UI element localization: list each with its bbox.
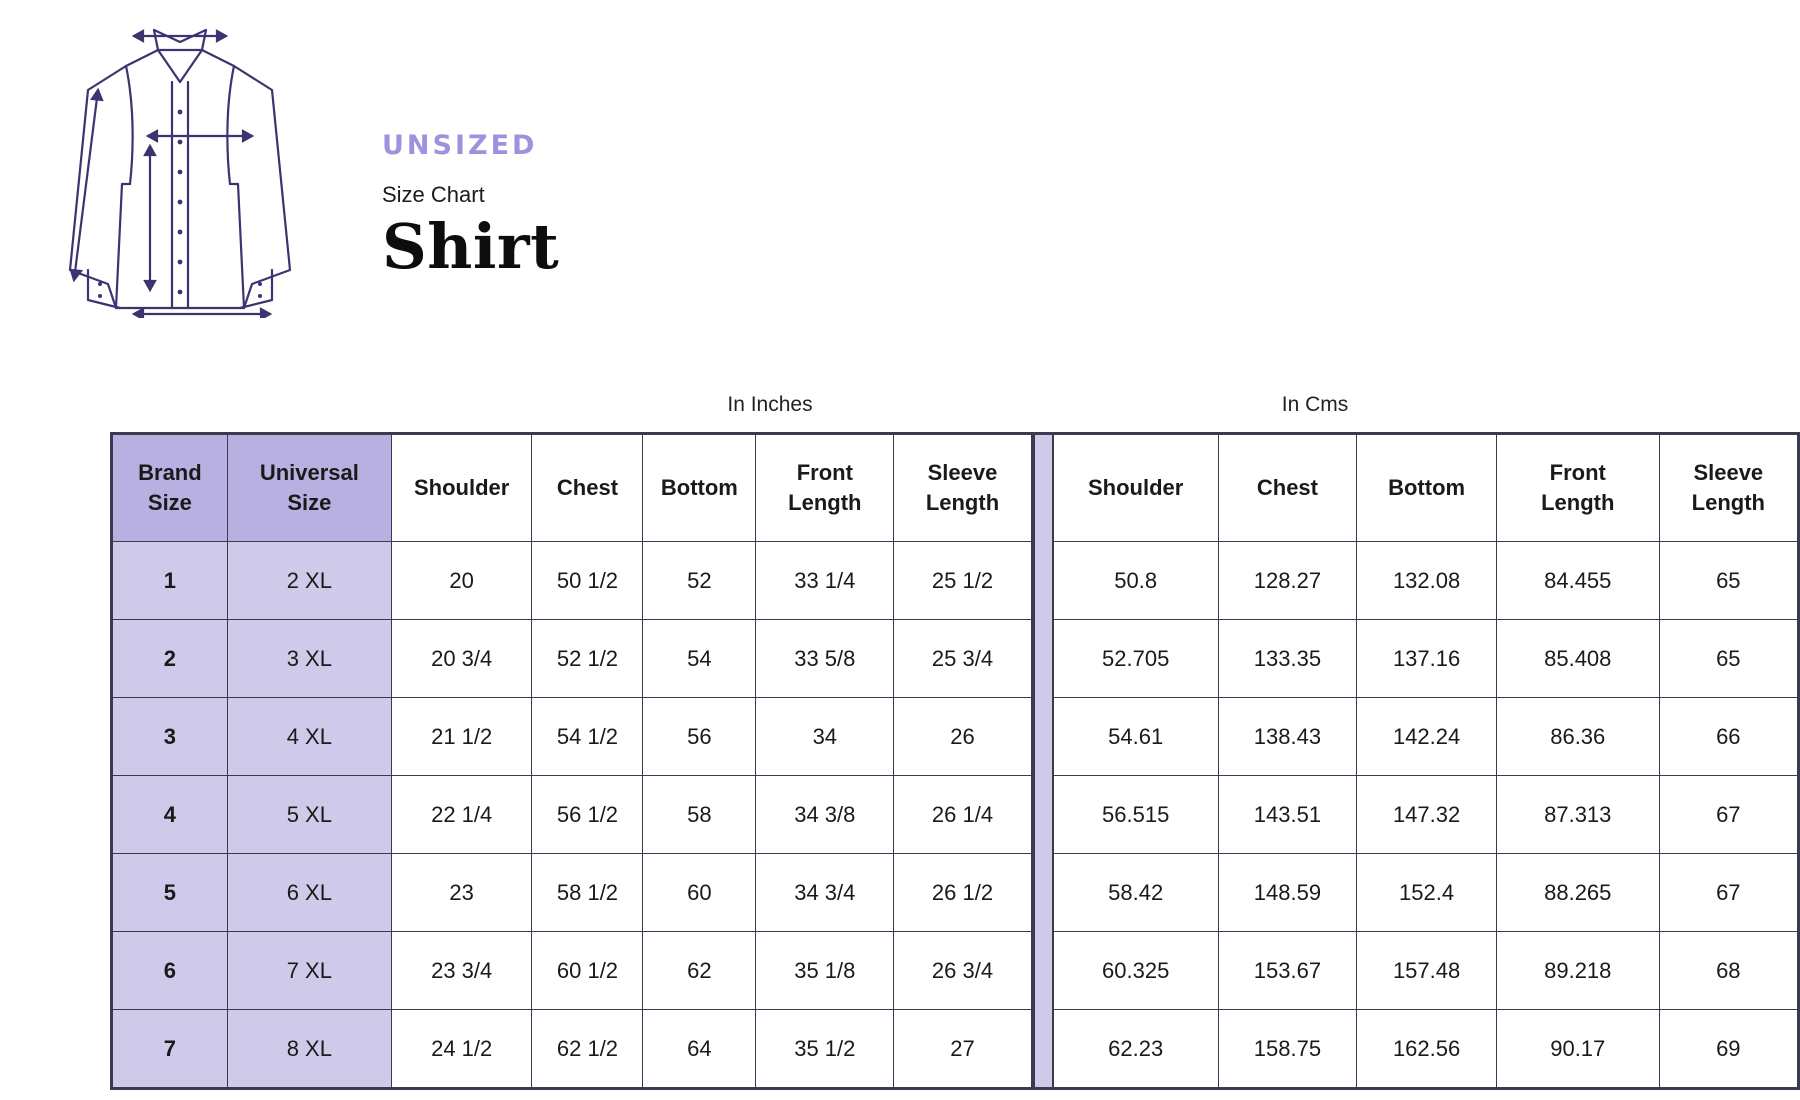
cell-front-length-in: 35 1/2 xyxy=(756,1010,894,1089)
cell-shoulder-cm: 62.23 xyxy=(1053,1010,1218,1089)
column-header-line1: Shoulder xyxy=(414,475,510,501)
cell-shoulder-in: 23 3/4 xyxy=(391,932,532,1010)
column-header-chest-cm xyxy=(1218,434,1357,542)
table-row xyxy=(112,854,1033,932)
chart-header xyxy=(0,0,1800,330)
table-row xyxy=(1053,776,1798,854)
table-header-row-inches xyxy=(112,434,1033,542)
cell-front-length-cm: 86.36 xyxy=(1496,698,1659,776)
column-header-bottom-cm xyxy=(1357,434,1497,542)
cell-bottom-cm: 137.16 xyxy=(1357,620,1497,698)
cell-universal-size: 5 XL xyxy=(227,776,391,854)
brand-logo: UNSIZED xyxy=(382,130,538,161)
cell-bottom-cm: 152.4 xyxy=(1357,854,1497,932)
column-header-line1: Brand xyxy=(138,460,202,486)
cell-sleeve-length-in: 26 xyxy=(894,698,1032,776)
table-row xyxy=(112,776,1033,854)
cell-front-length-in: 34 xyxy=(756,698,894,776)
cell-brand-size: 4 xyxy=(112,776,228,854)
cell-sleeve-length-in: 27 xyxy=(894,1010,1032,1089)
cell-bottom-cm: 132.08 xyxy=(1357,542,1497,620)
table-row xyxy=(1053,542,1798,620)
cell-front-length-cm: 90.17 xyxy=(1496,1010,1659,1089)
column-header-line1: Universal xyxy=(259,460,359,486)
cell-chest-in: 50 1/2 xyxy=(532,542,643,620)
column-header-line1: Bottom xyxy=(1388,475,1466,501)
cell-chest-in: 62 1/2 xyxy=(532,1010,643,1089)
cell-chest-cm: 158.75 xyxy=(1218,1010,1357,1089)
cell-brand-size: 3 xyxy=(112,698,228,776)
cell-shoulder-in: 23 xyxy=(391,854,532,932)
cell-universal-size: 7 XL xyxy=(227,932,391,1010)
page-subtitle: Size Chart xyxy=(382,182,485,207)
table-row xyxy=(112,698,1033,776)
cell-chest-cm: 133.35 xyxy=(1218,620,1357,698)
size-table-cms xyxy=(1053,432,1800,1090)
table-row xyxy=(1053,932,1798,1010)
cell-shoulder-in: 20 xyxy=(391,542,532,620)
cell-bottom-in: 64 xyxy=(643,1010,756,1089)
column-header-line2: Size xyxy=(287,490,332,515)
table-row xyxy=(112,542,1033,620)
column-header-line2: Length xyxy=(788,490,862,515)
page-title: Shirt xyxy=(382,210,560,283)
cell-shoulder-cm: 52.705 xyxy=(1053,620,1218,698)
table-row xyxy=(1053,854,1798,932)
column-header-line2: Length xyxy=(925,490,1000,515)
cell-universal-size: 3 XL xyxy=(227,620,391,698)
column-header-front-length-cm xyxy=(1496,434,1659,542)
table-row xyxy=(1053,698,1798,776)
cell-bottom-in: 60 xyxy=(643,854,756,932)
cell-shoulder-in: 22 1/4 xyxy=(391,776,532,854)
cell-brand-size: 6 xyxy=(112,932,228,1010)
column-header-brand-size xyxy=(112,434,228,542)
unit-label-inches: In Inches xyxy=(727,393,813,416)
brand-block xyxy=(382,130,982,283)
size-chart-tables xyxy=(110,432,1800,1090)
cell-brand-size: 7 xyxy=(112,1010,228,1089)
cell-sleeve-length-cm: 65 xyxy=(1659,542,1798,620)
cell-chest-in: 60 1/2 xyxy=(532,932,643,1010)
cell-bottom-in: 54 xyxy=(643,620,756,698)
table-row xyxy=(112,932,1033,1010)
column-header-line2: Size xyxy=(147,490,192,515)
cell-front-length-in: 35 1/8 xyxy=(756,932,894,1010)
cell-sleeve-length-cm: 66 xyxy=(1659,698,1798,776)
column-header-shoulder-in xyxy=(391,434,532,542)
column-header-bottom-in xyxy=(643,434,756,542)
column-header-chest-in xyxy=(532,434,643,542)
table-separator xyxy=(1034,432,1053,1090)
column-header-line2: Length xyxy=(1691,490,1765,515)
column-header-line1: Shoulder xyxy=(1088,475,1184,501)
cell-bottom-cm: 142.24 xyxy=(1357,698,1497,776)
cell-bottom-cm: 147.32 xyxy=(1357,776,1497,854)
cell-chest-in: 56 1/2 xyxy=(532,776,643,854)
cell-brand-size: 5 xyxy=(112,854,228,932)
cell-chest-in: 52 1/2 xyxy=(532,620,643,698)
column-header-line1: Front xyxy=(1549,460,1606,486)
cell-shoulder-cm: 60.325 xyxy=(1053,932,1218,1010)
column-header-sleeve-length-cm xyxy=(1659,434,1798,542)
column-header-front-length-in xyxy=(756,434,894,542)
cell-chest-cm: 128.27 xyxy=(1218,542,1357,620)
table-row xyxy=(1053,1010,1798,1089)
cell-chest-in: 58 1/2 xyxy=(532,854,643,932)
cell-front-length-in: 33 5/8 xyxy=(756,620,894,698)
cell-sleeve-length-in: 26 3/4 xyxy=(894,932,1032,1010)
cell-sleeve-length-cm: 68 xyxy=(1659,932,1798,1010)
column-header-line1: Sleeve xyxy=(1693,460,1764,486)
cell-sleeve-length-cm: 65 xyxy=(1659,620,1798,698)
cell-shoulder-in: 24 1/2 xyxy=(391,1010,532,1089)
cell-sleeve-length-in: 26 1/4 xyxy=(894,776,1032,854)
cell-bottom-in: 58 xyxy=(643,776,756,854)
column-header-universal-size xyxy=(227,434,391,542)
column-header-line1: Chest xyxy=(1256,475,1318,501)
cell-bottom-in: 56 xyxy=(643,698,756,776)
column-header-line1: Front xyxy=(796,460,853,486)
cell-shoulder-cm: 58.42 xyxy=(1053,854,1218,932)
cell-shoulder-cm: 56.515 xyxy=(1053,776,1218,854)
cell-shoulder-cm: 54.61 xyxy=(1053,698,1218,776)
unit-label-cms: In Cms xyxy=(1281,393,1349,416)
cell-front-length-cm: 88.265 xyxy=(1496,854,1659,932)
cell-shoulder-in: 21 1/2 xyxy=(391,698,532,776)
cell-chest-cm: 143.51 xyxy=(1218,776,1357,854)
cell-chest-in: 54 1/2 xyxy=(532,698,643,776)
column-header-line1: Sleeve xyxy=(927,460,998,486)
column-header-line2: Length xyxy=(1541,490,1615,515)
cell-bottom-in: 62 xyxy=(643,932,756,1010)
cell-sleeve-length-cm: 67 xyxy=(1659,776,1798,854)
cell-bottom-cm: 162.56 xyxy=(1357,1010,1497,1089)
cell-front-length-in: 34 3/4 xyxy=(756,854,894,932)
cell-chest-cm: 153.67 xyxy=(1218,932,1357,1010)
cell-front-length-cm: 84.455 xyxy=(1496,542,1659,620)
table-row xyxy=(1053,620,1798,698)
cell-front-length-in: 33 1/4 xyxy=(756,542,894,620)
cell-bottom-cm: 157.48 xyxy=(1357,932,1497,1010)
column-header-line1: Chest xyxy=(556,475,619,501)
column-header-shoulder-cm xyxy=(1053,434,1218,542)
cell-front-length-cm: 89.218 xyxy=(1496,932,1659,1010)
cell-chest-cm: 138.43 xyxy=(1218,698,1357,776)
size-table-inches xyxy=(110,432,1034,1090)
cell-front-length-cm: 87.313 xyxy=(1496,776,1659,854)
cell-sleeve-length-cm: 67 xyxy=(1659,854,1798,932)
table-header-row-cms xyxy=(1053,434,1798,542)
table-row xyxy=(112,1010,1033,1089)
column-header-sleeve-length-in xyxy=(894,434,1032,542)
cell-universal-size: 2 XL xyxy=(227,542,391,620)
shirt-measurement-diagram xyxy=(30,8,330,318)
cell-brand-size: 1 xyxy=(112,542,228,620)
cell-shoulder-in: 20 3/4 xyxy=(391,620,532,698)
cell-universal-size: 8 XL xyxy=(227,1010,391,1089)
cell-universal-size: 4 XL xyxy=(227,698,391,776)
cell-front-length-in: 34 3/8 xyxy=(756,776,894,854)
cell-bottom-in: 52 xyxy=(643,542,756,620)
cell-sleeve-length-cm: 69 xyxy=(1659,1010,1798,1089)
cell-universal-size: 6 XL xyxy=(227,854,391,932)
cell-sleeve-length-in: 25 3/4 xyxy=(894,620,1032,698)
cell-sleeve-length-in: 26 1/2 xyxy=(894,854,1032,932)
cell-sleeve-length-in: 25 1/2 xyxy=(894,542,1032,620)
column-header-line1: Bottom xyxy=(660,475,738,501)
cell-chest-cm: 148.59 xyxy=(1218,854,1357,932)
cell-brand-size: 2 xyxy=(112,620,228,698)
cell-shoulder-cm: 50.8 xyxy=(1053,542,1218,620)
cell-front-length-cm: 85.408 xyxy=(1496,620,1659,698)
table-row xyxy=(112,620,1033,698)
